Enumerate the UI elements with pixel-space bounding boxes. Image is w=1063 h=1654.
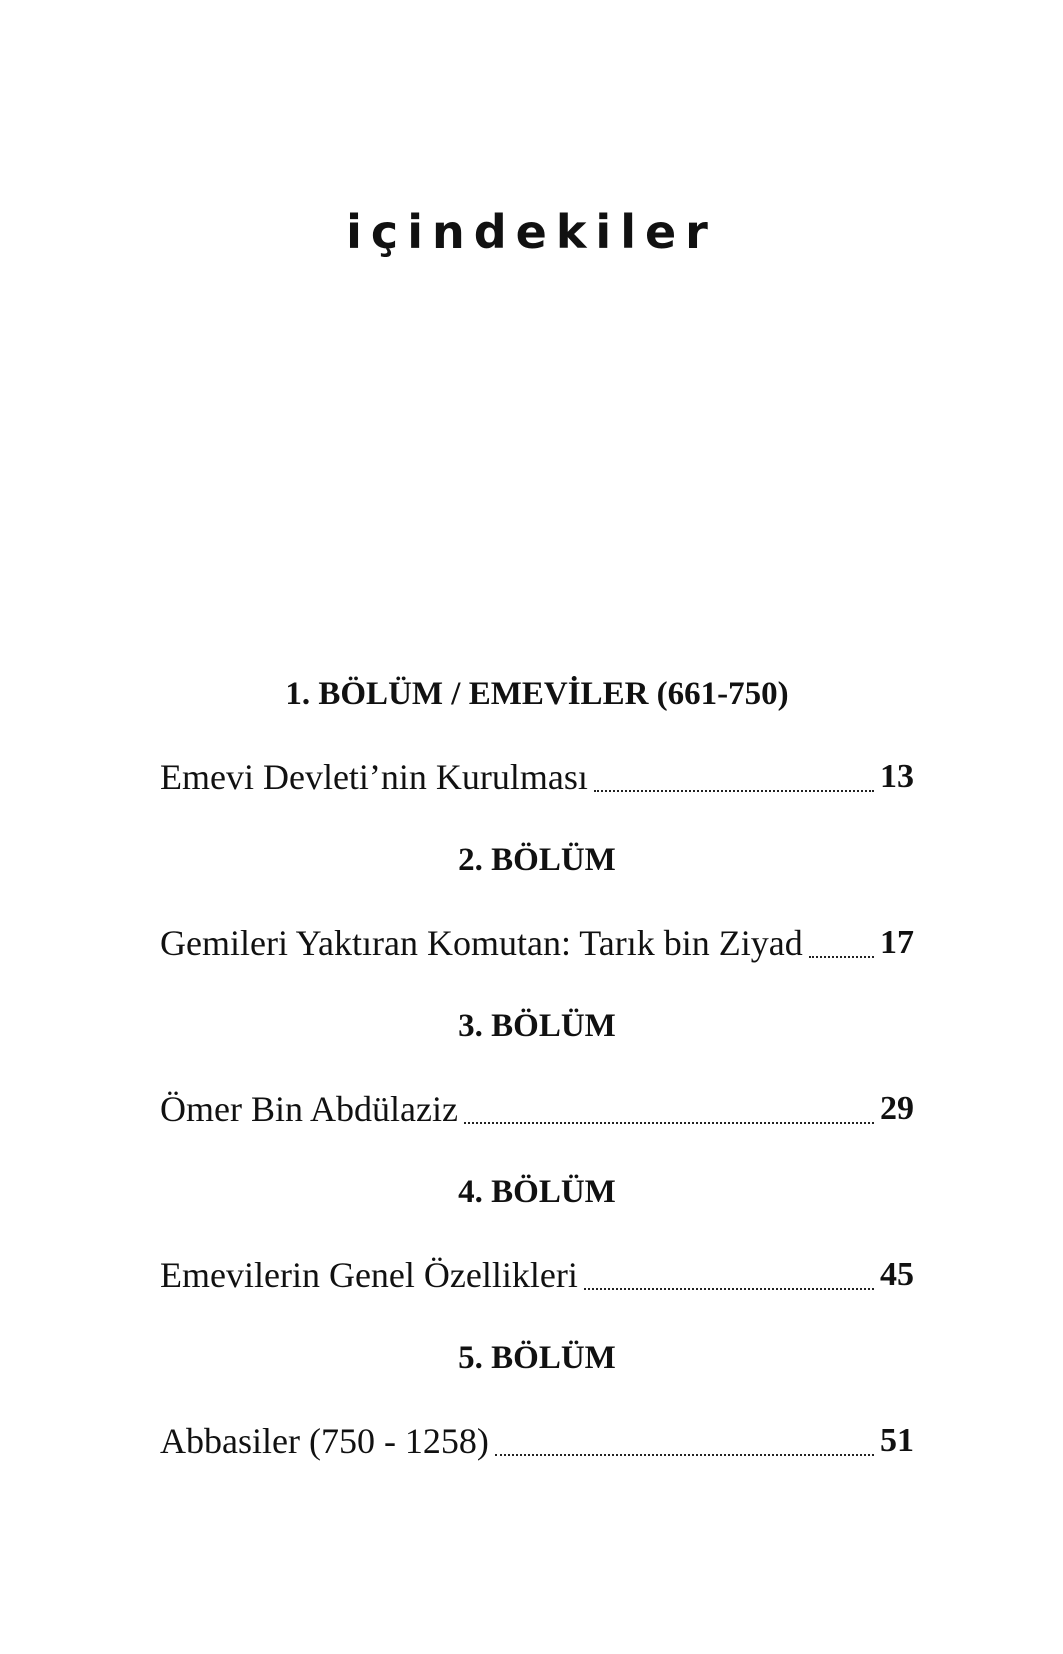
- chapter-heading: 1. BÖLÜM / EMEVİLER (661-750): [285, 676, 789, 712]
- toc-entry-title: Emevi Devleti’nin Kurulması: [160, 757, 588, 797]
- chapter-heading: 2. BÖLÜM: [458, 842, 616, 878]
- toc-entry[interactable]: [160, 1055, 914, 1163]
- dot-leader: [464, 1122, 874, 1124]
- toc-section-3: [160, 997, 914, 1163]
- dot-leader: [584, 1288, 874, 1290]
- toc-entry-page-number: 29: [880, 1090, 914, 1127]
- toc-entry[interactable]: [160, 1221, 914, 1329]
- toc-entry-title: Abbasiler (750 - 1258): [160, 1421, 489, 1461]
- chapter-heading: 3. BÖLÜM: [458, 1008, 616, 1044]
- toc-section-1: [160, 665, 914, 831]
- toc-entry[interactable]: [160, 889, 914, 997]
- toc-entry-page-number: 51: [880, 1422, 914, 1459]
- dot-leader: [594, 790, 874, 792]
- toc-entry[interactable]: [160, 1387, 914, 1495]
- toc-entry[interactable]: [160, 723, 914, 831]
- chapter-heading: 4. BÖLÜM: [458, 1174, 616, 1210]
- table-of-contents: [160, 665, 914, 1495]
- toc-section-5: [160, 1329, 914, 1495]
- toc-entry-title: Gemileri Yaktıran Komutan: Tarık bin Ziyad: [160, 923, 803, 963]
- toc-entry-page-number: 45: [880, 1256, 914, 1293]
- toc-section-4: [160, 1163, 914, 1329]
- toc-section-2: [160, 831, 914, 997]
- page-title: içindekiler: [346, 205, 717, 259]
- toc-entry-page-number: 17: [880, 924, 914, 961]
- chapter-heading: 5. BÖLÜM: [458, 1340, 616, 1376]
- toc-entry-title: Ömer Bin Abdülaziz: [160, 1089, 458, 1129]
- toc-entry-page-number: 13: [880, 758, 914, 795]
- toc-entry-title: Emevilerin Genel Özellikleri: [160, 1255, 578, 1295]
- dot-leader: [809, 956, 874, 958]
- dot-leader: [495, 1454, 874, 1456]
